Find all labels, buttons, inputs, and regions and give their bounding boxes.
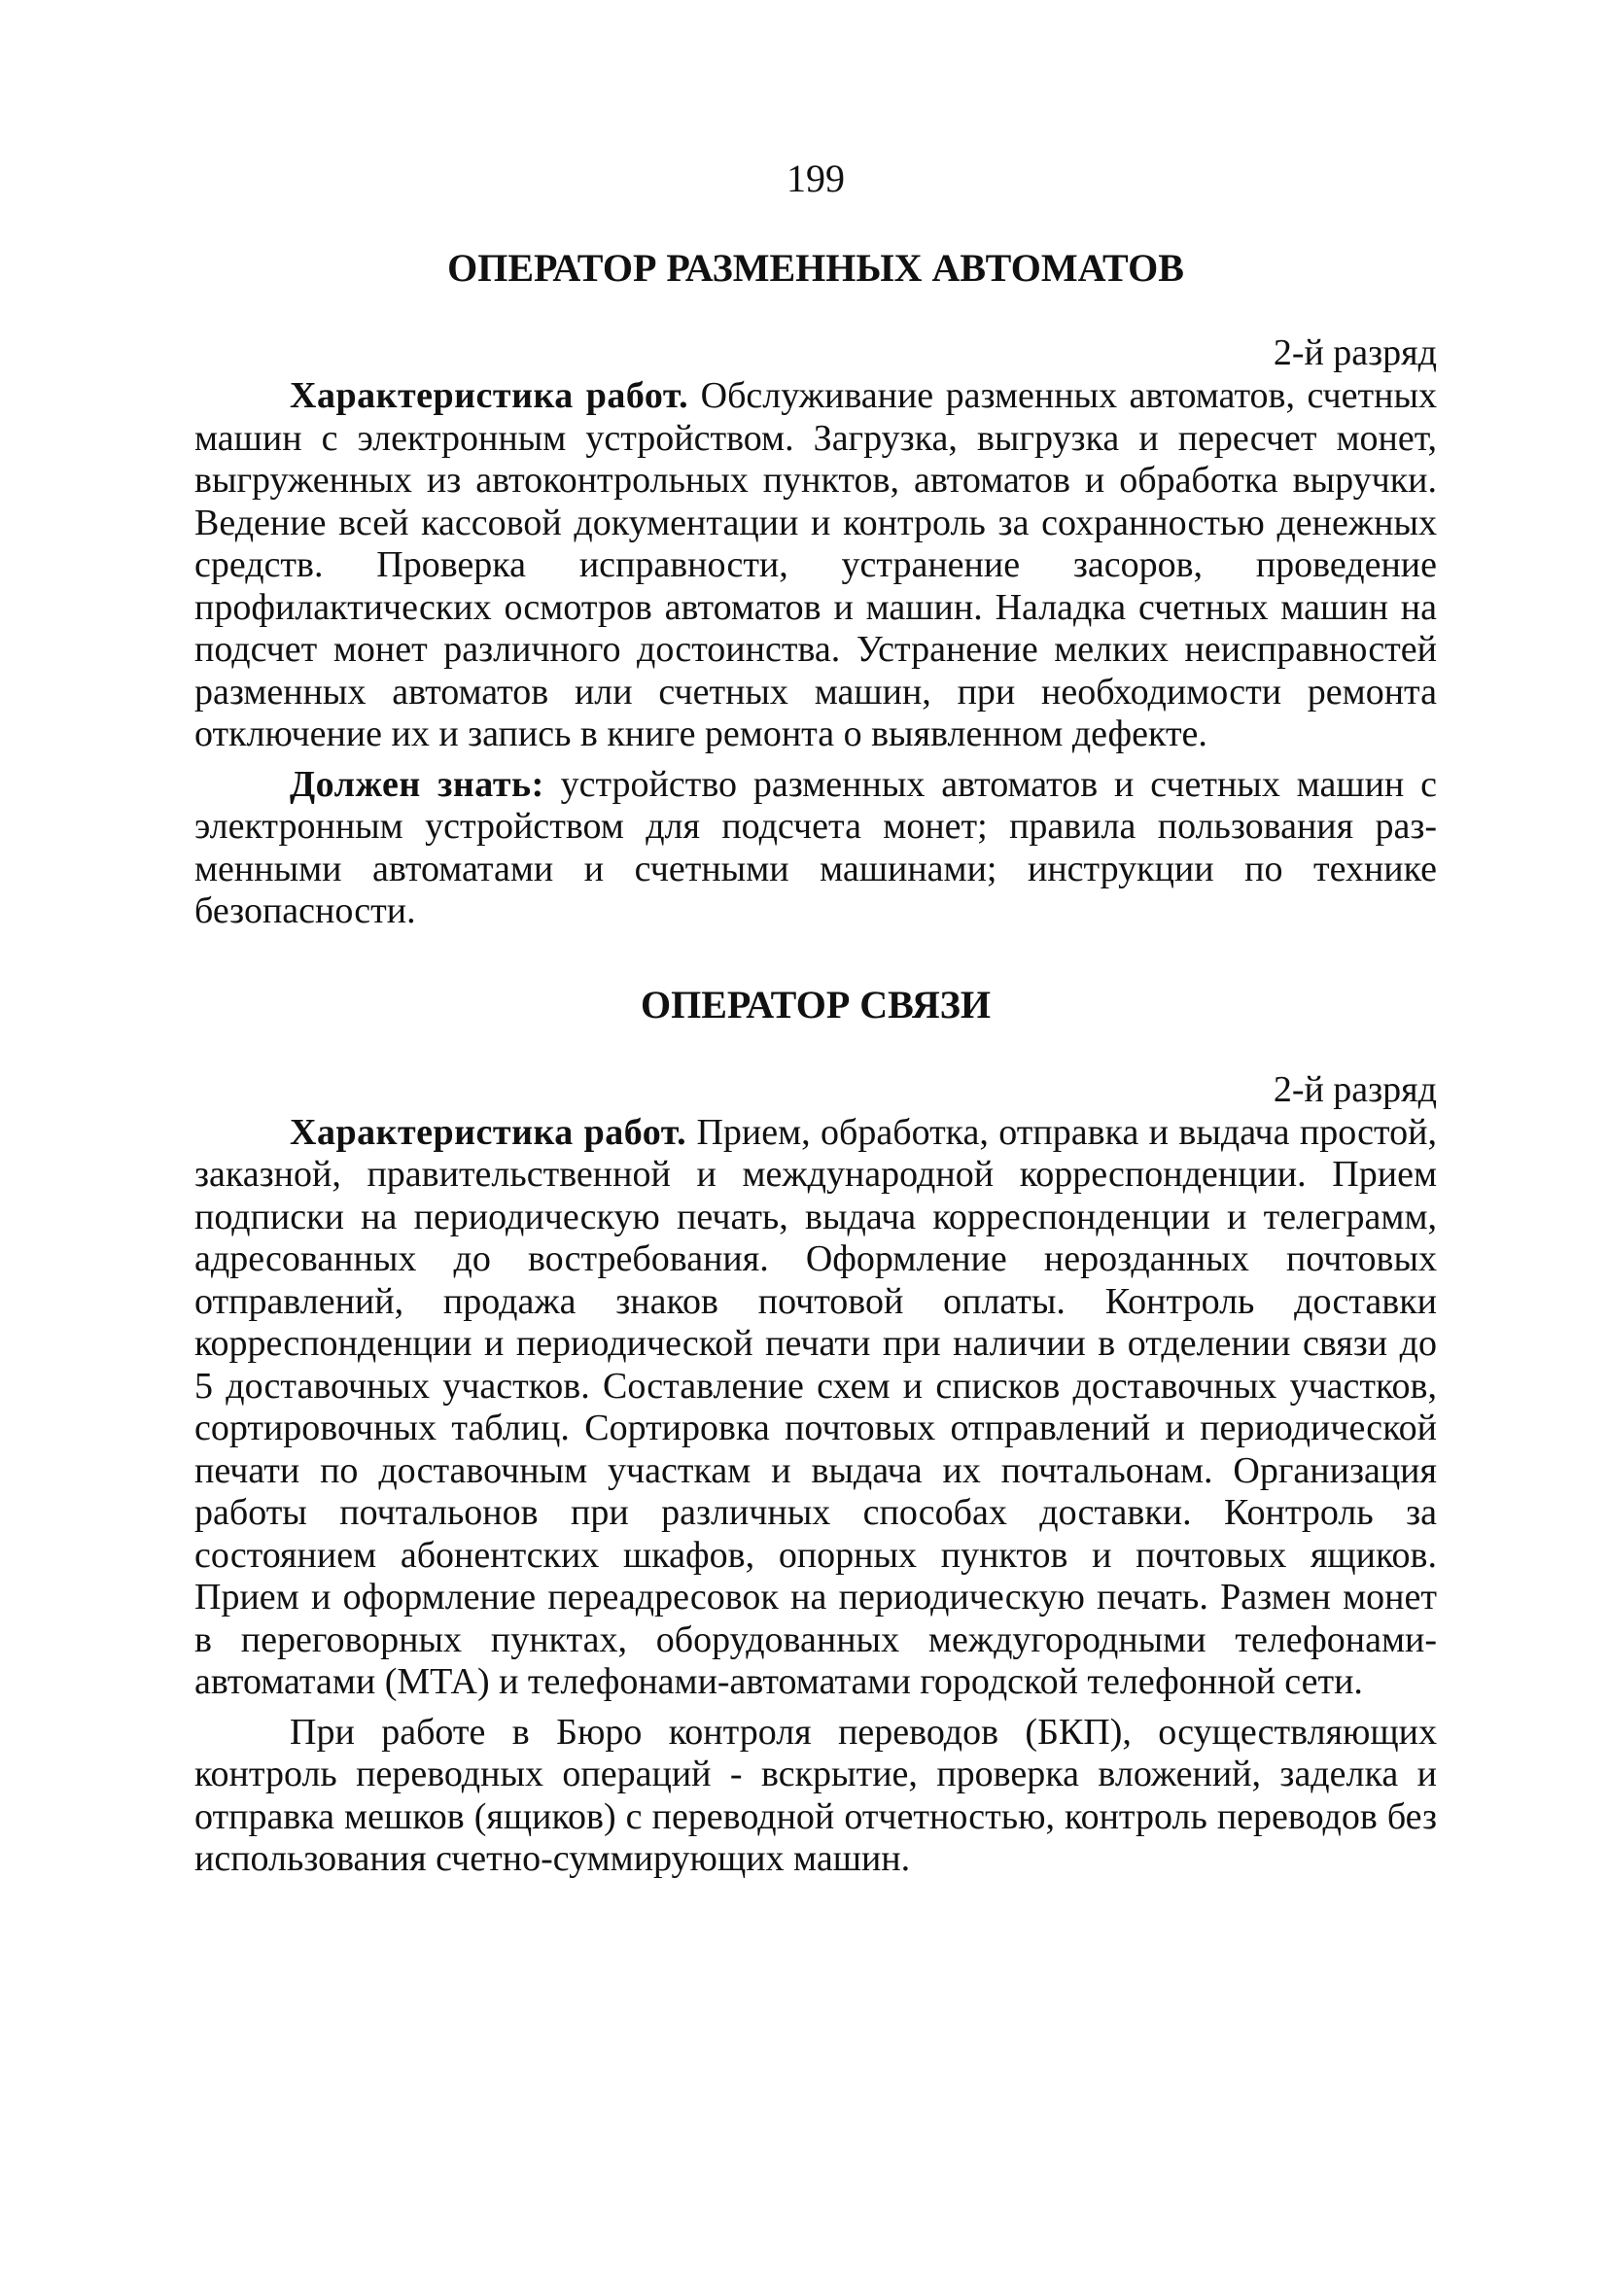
paragraph-must-know — [194, 764, 1437, 933]
section-title: ОПЕРАТОР РАЗМЕННЫХ АВТОМАТОВ — [447, 246, 1184, 290]
paragraph-job-characteristics — [194, 375, 1437, 756]
section-title: ОПЕРАТОР СВЯЗИ — [641, 982, 991, 1026]
section-communications-operator — [194, 982, 1437, 1881]
grade-label: 2-й разряд — [1273, 1068, 1437, 1110]
paragraph-lead: Характеристика работ. — [290, 1111, 687, 1153]
page-number: 199 — [787, 157, 845, 200]
document-page — [194, 156, 1437, 1930]
paragraph-text: При работе в Бюро контроля переводов (БКП), осуществляющих контроль переводных операций - вскрытие, проверка вложений, заделка и отправка мешков (ящиков) с переводной отчетностью, контроль переводов без использования счетно-суммирующих машин. — [194, 1711, 1437, 1879]
paragraph-text: устройство разменных автоматов и счетных машин с электронным устройством для подсчета монет; правила пользования разменными автоматами и счетными машинами; инструкции по технике безопасности. — [194, 763, 1437, 931]
paragraph-text: Прием, обработка, отправка и выдача простой, заказной, правительственной и международной корреспонденции. Прием подписки на периодическую печать, выдача корреспонденции и телеграмм, адресованных до востребования. Оформление нерозданных почтовых отправлений, продажа знаков почтовой оплаты. Контроль доставки корреспонденции и периодической печати при наличии в отделении связи до 5 доставочных участков. Составление схем и списков доставочных участков, сортировочных таблиц. Сортировка почтовых отправлений и периодической печати по доставочным участкам и выдача их почтальонам. Организация работы почтальонов при различных способах доставки. Контроль за состоянием абонентских шкафов, опорных пунктов и почтовых ящиков. Прием и оформление переадресовок на периодическую печать. Размен монет в переговорных пунктах, оборудованных междугородными телефонами-автоматами (МТА) и телефонами-автоматами городской телефонной сети. — [194, 1111, 1437, 1702]
paragraph-lead: Характеристика работ. — [290, 375, 689, 416]
paragraph-text: Обслуживание разменных автоматов, счетных машин с электронным устройством. Загрузка, выгрузка и пересчет монет, выгруженных из автоконтрольных пунктов, автоматов и обработка выручки. Ведение всей кассовой документации и контроль за сохранностью денежных средств. Проверка исправности, устранение засоров, проведение профилактических осмотров автоматов и машин. Наладка счетных машин на подсчет монет различного достоинства. Устранение мелких неисправностей разменных автоматов или счетных машин, при необходимости ремонта отключение их и запись в книге ремонта о выявленном дефекте. — [194, 375, 1437, 754]
paragraph-lead: Должен знать: — [290, 763, 544, 805]
grade-label: 2-й разряд — [1273, 332, 1437, 373]
paragraph-transfer-control — [194, 1712, 1437, 1881]
paragraph-job-characteristics — [194, 1112, 1437, 1704]
section-exchange-machine-operator — [194, 245, 1437, 933]
